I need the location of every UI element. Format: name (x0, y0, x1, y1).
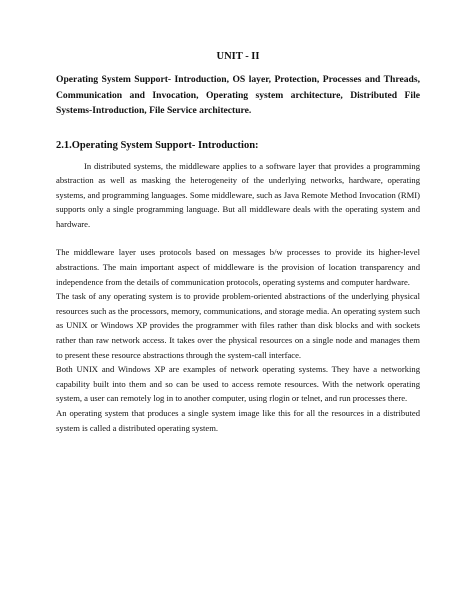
paragraph-intro: In distributed systems, the middleware applies to a software layer that provides a programming abstraction as well as masking the heterogeneity of the underlying networks, hardware, operating systems, and programming languages. Some middleware, such as Java Remote Method Invocation (RMI) supports only a single programming language. But all middleware deals with the operating system and hardware. (56, 160, 420, 229)
paragraph-os-task: The task of any operating system is to provide problem-oriented abstractions of the underlying physical resources such as the processors, memory, communications, and storage media. An operating system such as UNIX or Windows XP provides the programmer with files rather than disk blocks and with sockets rather than raw network access. It takes over the physical resources on a single node and manages them to present these resource abstractions through the system-call interface. (56, 291, 420, 360)
document-page (56, 50, 420, 435)
unit-title: UNIT - II (216, 51, 260, 62)
section-heading: 2.1.Operating System Support- Introduction: (56, 139, 259, 151)
paragraph-network-os: Both UNIX and Windows XP are examples of network operating systems. They have a networking capability built into them and so can be used to access remote resources. With the network operating system, a user can remotely log in to another computer, using rlogin or telnet, and run processes there. (56, 364, 420, 404)
paragraph-middleware-layer: The middleware layer uses protocols based on messages b/w processes to provide its higher-level abstractions. The main important aspect of middleware is the provision of location transparency and independence from the details of communication protocols, operating systems and computer hardware. (56, 247, 420, 287)
syllabus-summary: Operating System Support- Introduction, OS layer, Protection, Processes and Threads, Communication and Invocation, Operating system architecture, Distributed File Systems-Introduction, File Service architecture. (56, 74, 420, 116)
paragraph-distributed-os: An operating system that produces a single system image like this for all the resources in a distributed system is called a distributed operating system. (56, 408, 420, 433)
paragraph-gap (56, 231, 420, 245)
